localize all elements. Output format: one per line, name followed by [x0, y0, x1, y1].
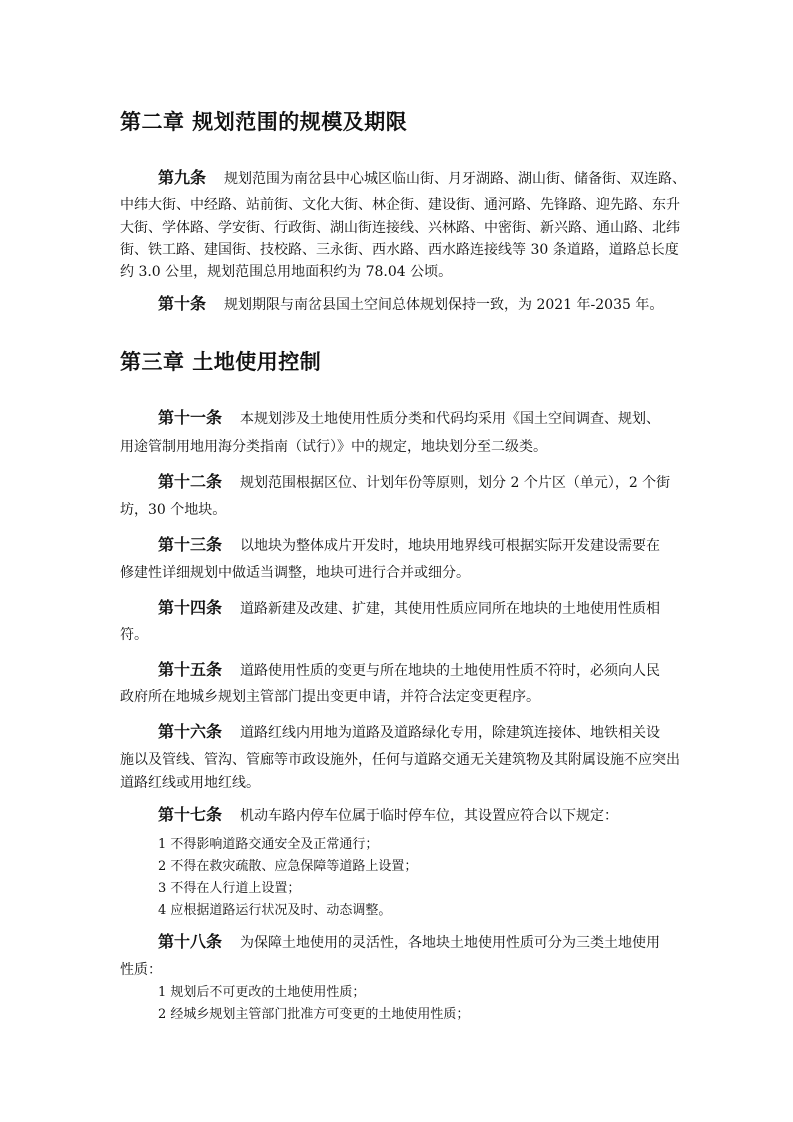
article-label: 第十七条 — [158, 805, 223, 824]
chapter-heading: 第三章 土地使用控制 — [120, 350, 322, 374]
list-item: 1 不得影响道路交通安全及正常通行； — [158, 837, 379, 852]
article-label: 第十六条 — [158, 722, 223, 741]
article-text: 以地块为整体成片开发时，地块用地界线可根据实际开发建设需要在 — [240, 538, 661, 554]
article-text: 机动车路内停车位属于临时停车位，其设置应符合以下规定： — [240, 808, 619, 824]
article-label: 第十二条 — [158, 472, 223, 491]
article-text: 大街、学体路、学安街、行政街、湖山街连接线、兴林路、中密街、新兴路、通山路、北纬 — [120, 220, 680, 236]
article-text: 规划范围为南岔县中心城区临山街、月牙湖路、湖山街、储备街、双连路、 — [224, 171, 687, 187]
article-text: 中纬大街、中经路、站前街、文化大街、林企街、建设街、通河路、先锋路、迎先路、东升 — [120, 197, 680, 213]
article-text: 街、铁工路、建国街、技校路、三永街、西水路、西水路连接线等 30 条道路，道路总长度 — [120, 242, 679, 258]
article-13-first-line — [158, 537, 660, 553]
article-label: 第九条 — [158, 168, 207, 187]
article-9-first-line — [158, 170, 686, 186]
article-text: 道路红线内用地为道路及道路绿化专用，除建筑连接体、地铁相关设 — [240, 725, 661, 741]
article-15-first-line — [158, 662, 660, 678]
article-text: 施以及管线、管沟、管廊等市政设施外，任何与道路交通无关建筑物及其附属设施不应突出 — [120, 752, 680, 768]
article-label: 第十四条 — [158, 598, 223, 617]
list-item: 3 不得在人行道上设置； — [158, 881, 301, 896]
article-text: 道路新建及改建、扩建，其使用性质应同所在地块的土地使用性质相 — [240, 601, 661, 617]
article-text: 规划范围根据区位、计划年份等原则，划分 2 个片区（单元），2 个街 — [240, 475, 671, 491]
chapter-heading: 第二章 规划范围的规模及期限 — [120, 110, 408, 134]
list-item: 4 应根据道路运行状况及时、动态调整。 — [158, 903, 392, 918]
article-text: 性质： — [120, 962, 162, 978]
list-item: 2 不得在救灾疏散、应急保障等道路上设置； — [158, 859, 418, 874]
article-label: 第十八条 — [158, 932, 223, 951]
article-12-first-line — [158, 474, 670, 490]
article-10-first-line — [158, 296, 663, 312]
article-18-first-line — [158, 934, 660, 950]
article-text: 道路使用性质的变更与所在地块的土地使用性质不符时，必须向人民 — [240, 663, 661, 679]
article-text: 政府所在地城乡规划主管部门提出变更申请，并符合法定变更程序。 — [120, 689, 540, 705]
article-text: 修建性详细规划中做适当调整，地块可进行合并或细分。 — [120, 565, 470, 581]
article-16-first-line — [158, 724, 660, 740]
article-14-first-line — [158, 600, 660, 616]
article-text: 用途管制用地用海分类指南（试行）》中的规定，地块划分至二级类。 — [120, 439, 547, 455]
article-label: 第十条 — [158, 294, 207, 313]
list-item: 1 规划后不可更改的土地使用性质； — [158, 985, 366, 1000]
article-text: 为保障土地使用的灵活性，各地块土地使用性质可分为三类土地使用 — [240, 935, 661, 951]
article-text: 符。 — [120, 627, 148, 643]
article-17-first-line — [158, 807, 618, 823]
article-text: 约 3.0 公里，规划范围总用地面积约为 78.04 公顷。 — [120, 264, 453, 280]
article-text: 规划期限与南岔县国土空间总体规划保持一致，为 2021 年-2035 年。 — [224, 297, 664, 313]
article-label: 第十五条 — [158, 660, 223, 679]
article-label: 第十三条 — [158, 535, 223, 554]
article-text: 道路红线或用地红线。 — [120, 775, 260, 791]
article-label: 第十一条 — [158, 408, 223, 427]
list-item: 2 经城乡规划主管部门批准方可变更的土地使用性质； — [158, 1007, 470, 1022]
article-11-first-line — [158, 410, 660, 426]
article-text: 坊，30 个地块。 — [120, 502, 227, 518]
article-text: 本规划涉及土地使用性质分类和代码均采用《国土空间调查、规划、 — [240, 411, 661, 427]
